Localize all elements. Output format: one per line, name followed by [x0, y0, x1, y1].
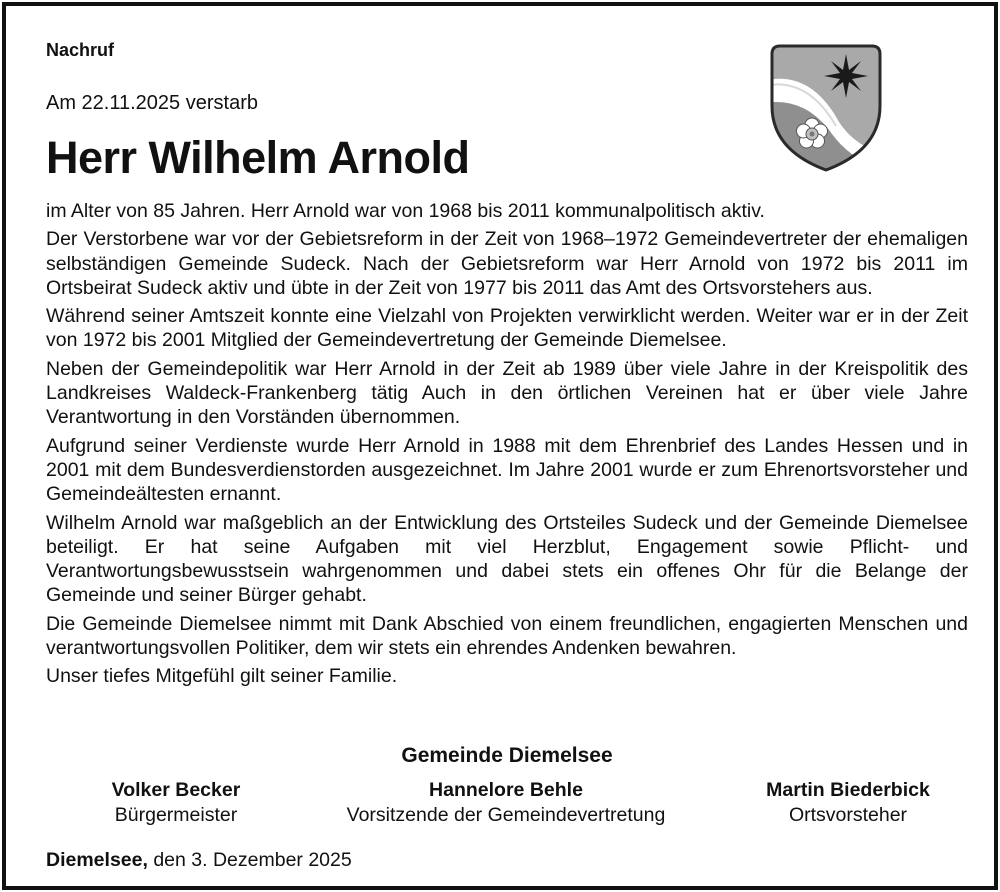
body-paragraph: Der Verstorbene war vor der Gebietsreform in der Zeit von 1968–1972 Gemeindevertreter der ehemaligen selbständigen Gemeinde Sudeck. Nach der Gebietsreform war Herr Arnold von 1972 bis 2011 im Ortsbeirat Sudeck aktiv und übte in der Zeit von 1977 bis 2011 das Amt des Ortsvorstehers aus. — [46, 228, 968, 299]
body-paragraph: Neben der Gemeindepolitik war Herr Arnold in der Zeit ab 1989 über viele Jahre in der Kreispolitik des Landkreises Waldeck-Frankenberg tätig Auch in den örtlichen Vereinen hat er über viele Jahre Verantwortung in den Vorständen übernommen. — [46, 357, 968, 429]
body-paragraph: Während seiner Amtszeit konnte eine Vielzahl von Projekten verwirklicht werden. Weiter war er in der Zeit von 1972 bis 2001 Mitglied der Gemeindevertretung der Gemeinde Diemelsee. — [46, 305, 968, 352]
obituary-body — [46, 199, 968, 693]
notice-intro: Am 22.11.2025 verstarb — [46, 92, 258, 114]
body-paragraph: Aufgrund seiner Verdienste wurde Herr Arnold in 1988 mit dem Ehrenbrief des Landes Hessen und in 2001 mit dem Bundesverdienstorden ausgezeichnet. Im Jahre 2001 wurde er zum Ehrenortsvorsteher und Gemeindeältesten ernannt. — [46, 434, 968, 506]
body-paragraph: Wilhelm Arnold war maßgeblich an der Entwicklung des Ortsteiles Sudeck und der Gemeinde Diemelsee beteiligt. Er hat seine Aufgaben mit viel Herzblut, Engagement sowie Pflicht- und Verantwortungsbewusstsein wahrgenommen und dabei stets ein offenes Ohr für die Belange der Gemeinde und seiner Bürger gehabt. — [46, 511, 968, 607]
body-paragraph: Die Gemeinde Diemelsee nimmt mit Dank Abschied von einem freundlichen, engagierten Menschen und verantwortungsvollen Politiker, dem wir stets ein ehrendes Andenken bewahren. — [46, 612, 968, 660]
body-paragraph: Unser tiefes Mitgefühl gilt seiner Familie. — [46, 665, 398, 688]
signer-role: Ortsvorsteher — [788, 804, 908, 826]
closing-line — [46, 849, 352, 872]
notice-heading: Nachruf — [46, 40, 115, 60]
signers-block — [46, 778, 968, 830]
deceased-name: Herr Wilhelm Arnold — [46, 132, 470, 183]
signer-mayor — [56, 778, 296, 828]
signer-role: Vorsitzende der Gemeindevertretung — [346, 804, 666, 826]
closing-date: den 3. Dezember 2025 — [153, 849, 352, 871]
organization-name: Gemeinde Diemelsee — [401, 744, 613, 767]
signer-role: Bürgermeister — [114, 804, 238, 826]
obituary-frame — [2, 2, 998, 890]
signer-name: Volker Becker — [111, 779, 241, 801]
signer-name: Martin Biederbick — [766, 779, 930, 801]
signer-name: Hannelore Behle — [429, 779, 583, 801]
closing-place: Diemelsee, — [46, 849, 148, 871]
coat-of-arms-icon — [764, 42, 888, 174]
signer-council-chair — [306, 778, 706, 828]
signer-local-head — [728, 778, 968, 828]
body-paragraph: im Alter von 85 Jahren. Herr Arnold war von 1968 bis 2011 kommunalpolitisch aktiv. — [46, 200, 765, 222]
